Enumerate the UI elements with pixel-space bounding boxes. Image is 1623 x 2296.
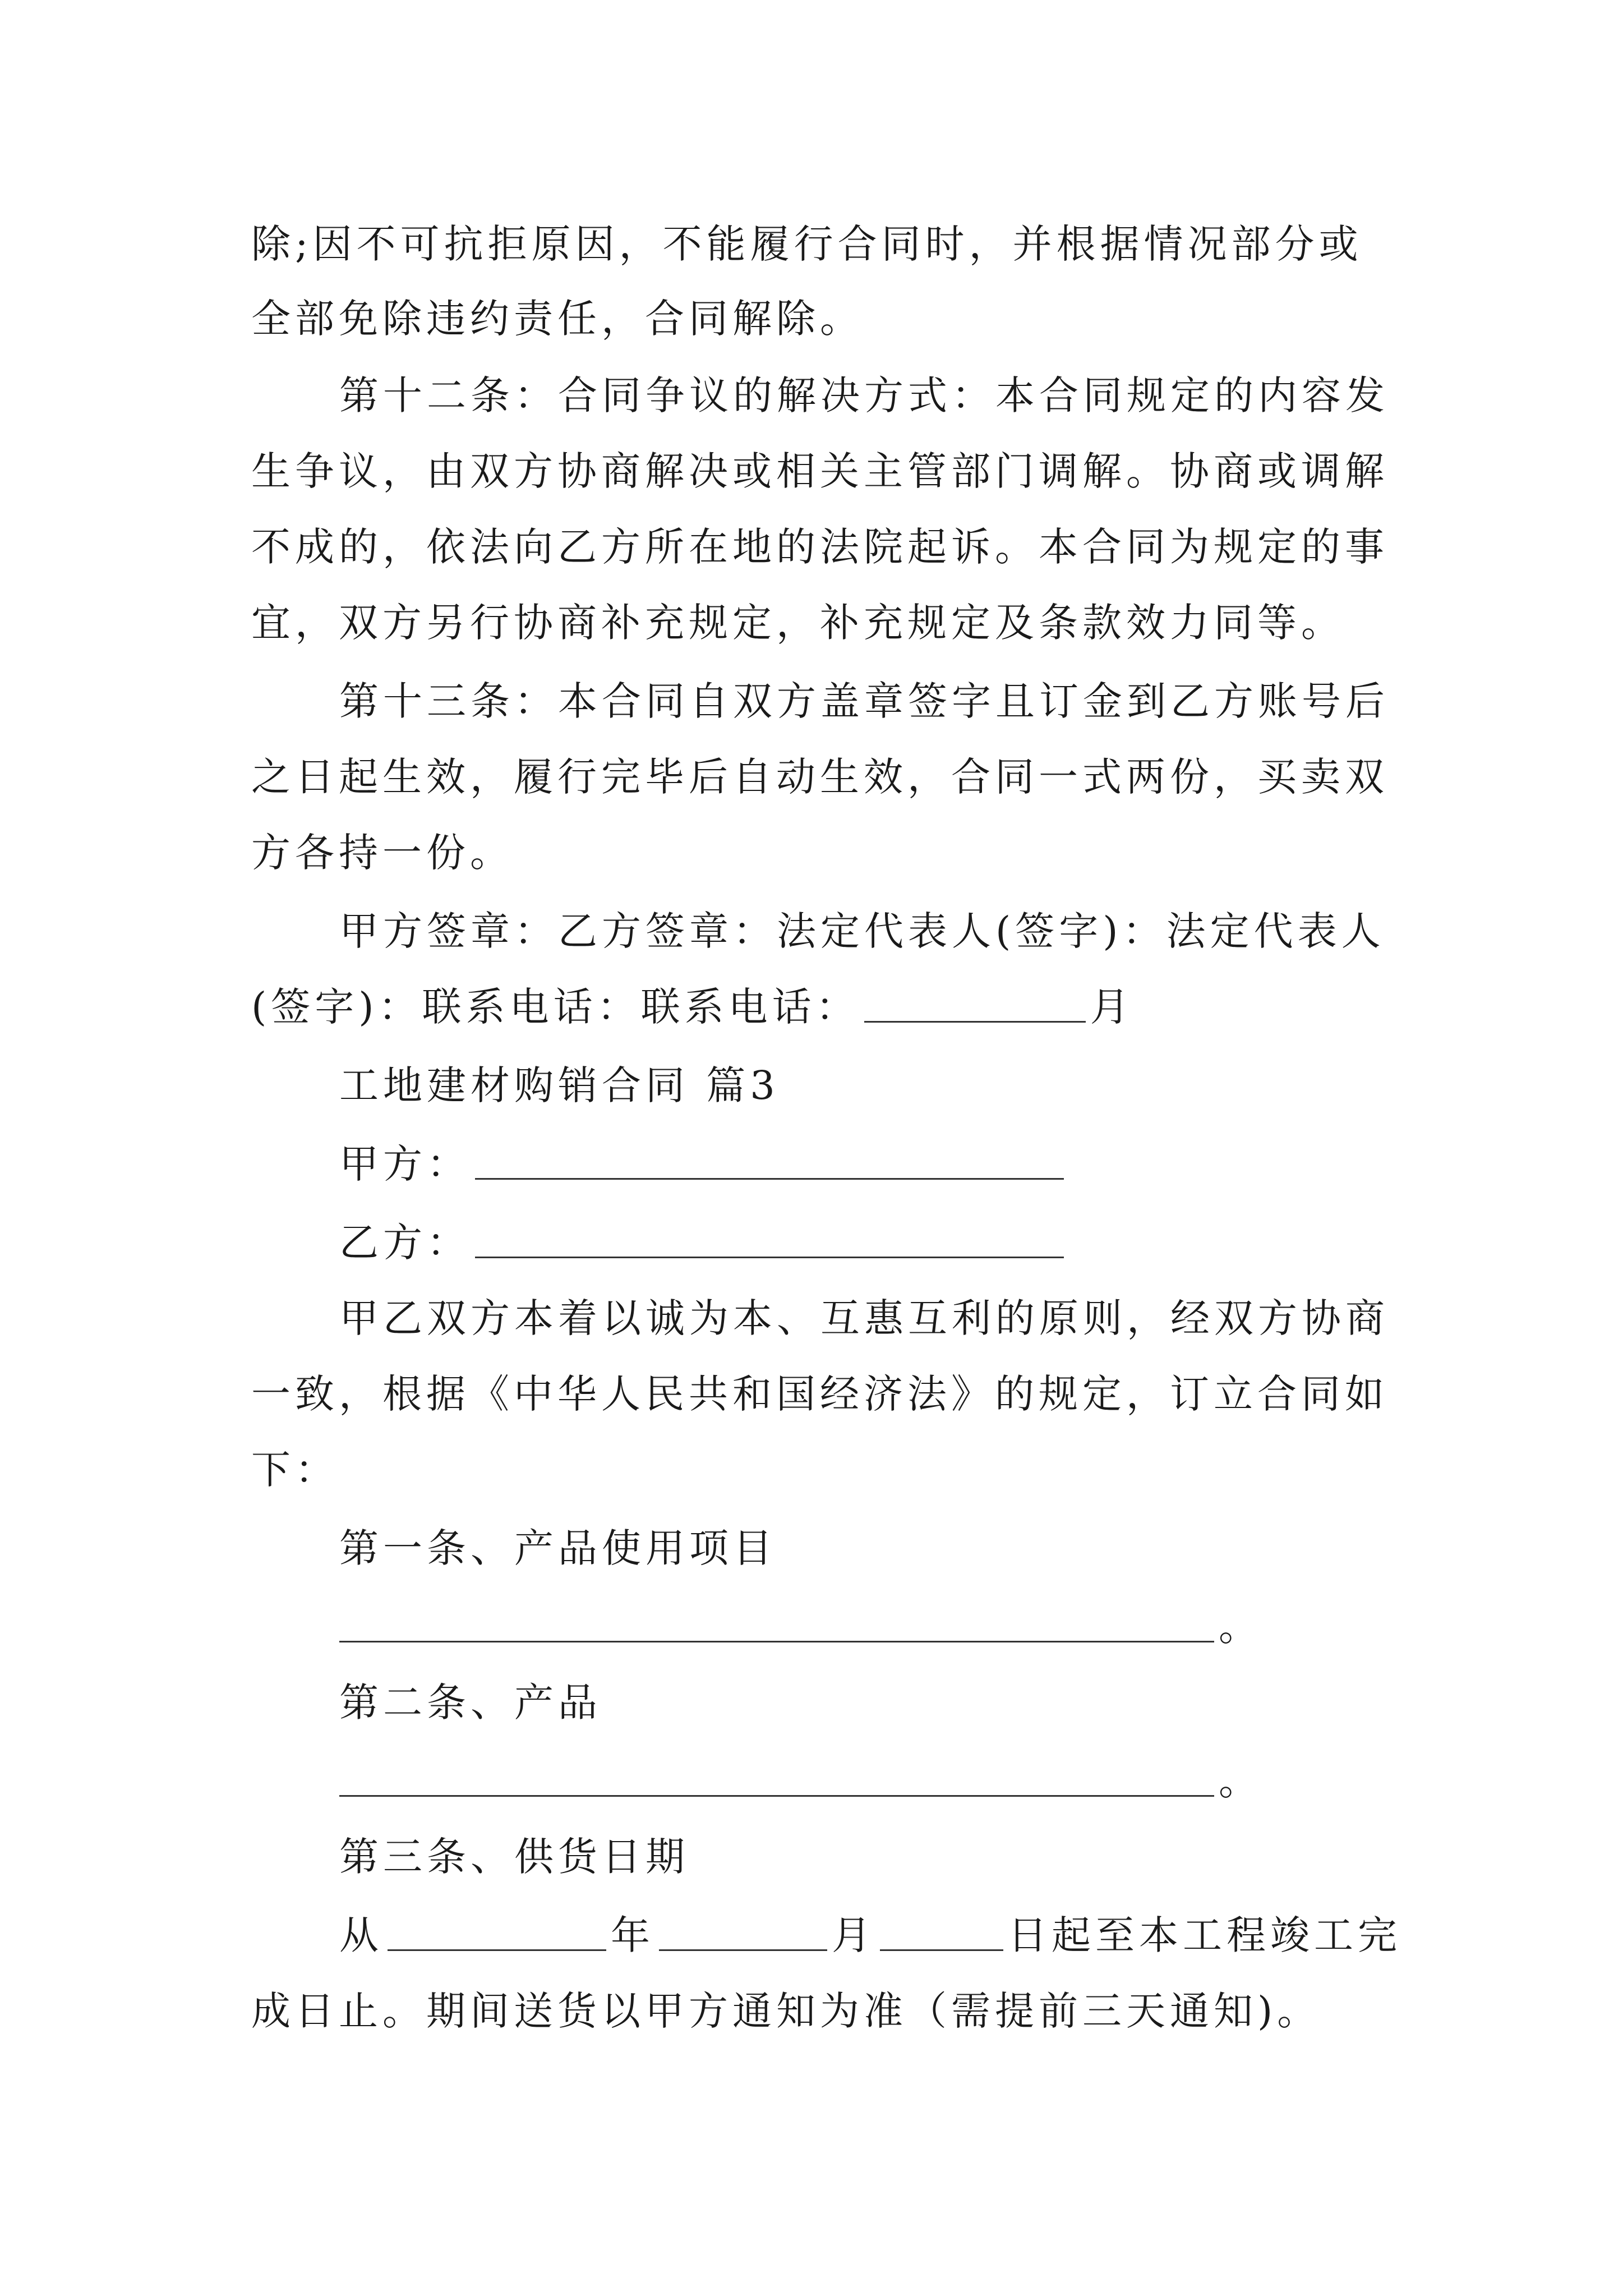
article-2-heading: 第二条、产品 xyxy=(339,1680,602,1726)
month-label: 月 xyxy=(1090,984,1134,1030)
contact-label: (签字)：联系电话：联系电话： xyxy=(251,984,860,1030)
article-13-heading: 第十三条：本合同自双方盖章签字且订金到乙方账号后 xyxy=(339,678,1389,724)
party-b-label: 乙方： xyxy=(339,1220,471,1266)
contract-title: 工地建材购销合同 篇3 xyxy=(339,1062,780,1108)
text-line: 除;因不可抗拒原因，不能履行合同时，并根据情况部分或 xyxy=(251,221,1363,267)
text-line: 一致，根据《中华人民共和国经济法》的规定，订立合同如 xyxy=(251,1371,1389,1417)
period: 。 xyxy=(1219,1758,1262,1804)
blank-field xyxy=(339,1773,1214,1797)
supply-date-line xyxy=(339,1893,1472,1977)
text-line: 生争议，由双方协商解决或相关主管部门调解。协商或调解 xyxy=(251,448,1389,494)
party-a-blank xyxy=(475,1156,1064,1180)
day-blank xyxy=(880,1927,1003,1951)
blank-field xyxy=(864,999,1086,1023)
month-label: 月 xyxy=(832,1912,875,1958)
month-blank xyxy=(659,1927,827,1951)
text-line: 之日起生效，履行完毕后自动生效，合同一式两份，买卖双 xyxy=(251,754,1389,800)
day-suffix: 日起至本工程竣工完 xyxy=(1008,1912,1401,1958)
text-line: 宜，双方另行协商补充规定，补充规定及条款效力同等。 xyxy=(251,600,1345,646)
article-1-heading: 第一条、产品使用项目 xyxy=(339,1525,777,1571)
party-b-blank xyxy=(475,1234,1064,1258)
year-blank xyxy=(388,1927,606,1951)
party-b-line xyxy=(339,1200,1472,1285)
signature-line: 甲方签章：乙方签章：法定代表人(签字)：法定代表人 xyxy=(339,908,1385,954)
article-3-heading: 第三条、供货日期 xyxy=(339,1834,689,1880)
period: 。 xyxy=(1219,1604,1262,1650)
contact-line xyxy=(251,965,1384,1049)
from-label: 从 xyxy=(339,1912,383,1958)
party-a-line xyxy=(339,1122,1472,1206)
article-1-blank-line xyxy=(339,1585,1472,1669)
text-line: 成日止。期间送货以甲方通知为准（需提前三天通知)。 xyxy=(251,1988,1321,2034)
article-2-blank-line xyxy=(339,1739,1472,1823)
text-line: 全部免除违约责任，合同解除。 xyxy=(251,296,864,342)
text-line: 不成的，依法向乙方所在地的法院起诉。本合同为规定的事 xyxy=(251,524,1389,570)
year-label: 年 xyxy=(611,1912,654,1958)
text-line: 甲乙双方本着以诚为本、互惠互利的原则，经双方协商 xyxy=(339,1295,1389,1341)
text-line: 下： xyxy=(251,1447,339,1493)
party-a-label: 甲方： xyxy=(339,1141,471,1187)
article-12-heading: 第十二条：合同争议的解决方式：本合同规定的内容发 xyxy=(339,372,1389,418)
text-line: 方各持一份。 xyxy=(251,830,514,876)
blank-field xyxy=(339,1618,1214,1642)
